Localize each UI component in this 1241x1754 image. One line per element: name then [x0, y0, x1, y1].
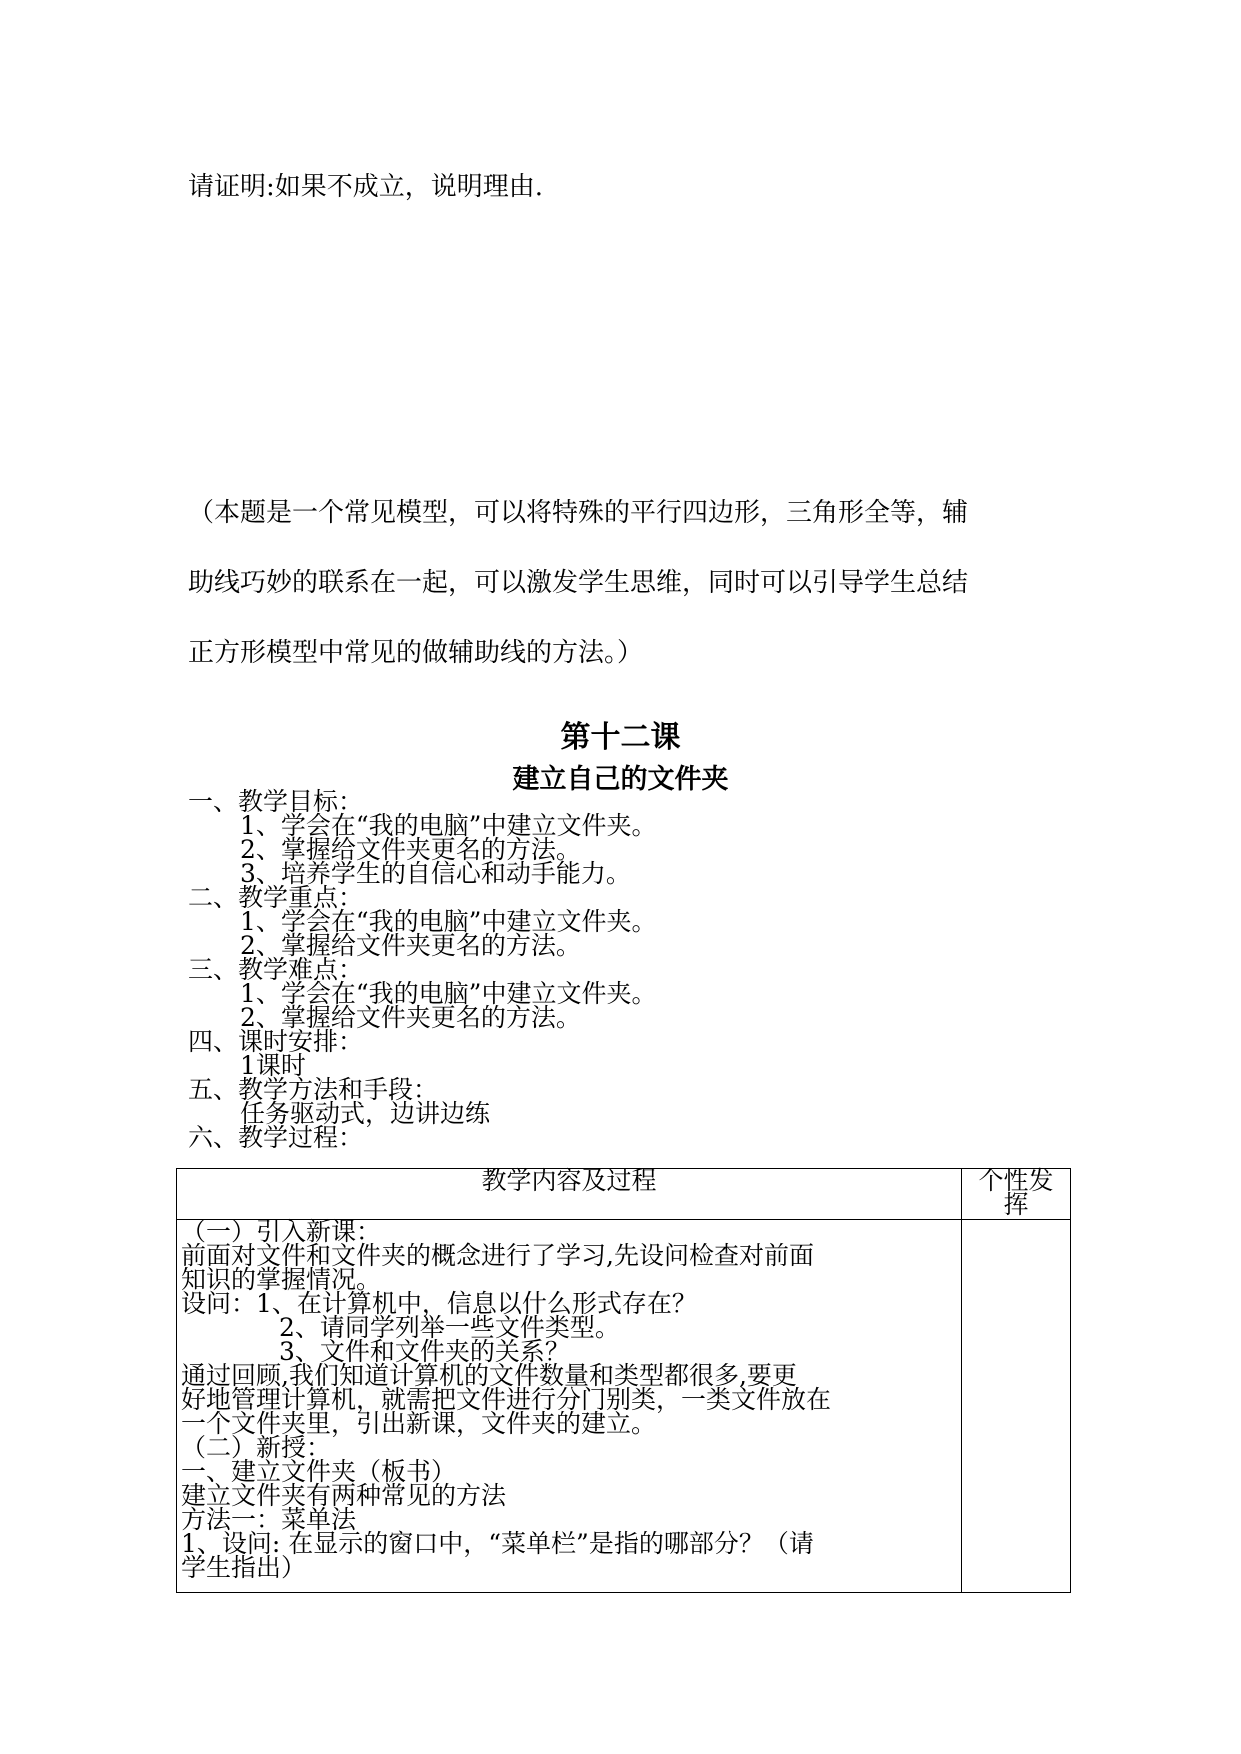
table-row-text: 设问：1、在计算机中，信息以什么形式存在？: [181, 1289, 697, 1318]
table-content-cell: [177, 1217, 962, 1593]
goal-item: 3、培养学生的自信心和动手能力。: [240, 859, 631, 888]
header-notes-line: 挥: [1003, 1190, 1029, 1219]
difficulty-item: 1、学会在“我的电脑”中建立文件夹。: [240, 979, 657, 1008]
note-line-2: 助线巧妙的联系在一起，可以激发学生思维，同时可以引导学生总结: [188, 568, 969, 598]
lesson-subtitle: 建立自己的文件夹: [512, 764, 729, 795]
table-row-text: 知识的掌握情况。: [181, 1265, 382, 1294]
difficulty-item: 2、掌握给文件夹更名的方法。: [240, 1003, 581, 1032]
table-row-text: 一、建立文件夹（板书）: [181, 1457, 457, 1486]
process-heading: 六、教学过程：: [188, 1123, 364, 1152]
table-row-text: 3、文件和文件夹的关系？: [279, 1337, 570, 1366]
table-row-text: （二）新授：: [181, 1433, 332, 1462]
focus-heading: 二、教学重点：: [188, 883, 364, 912]
intro-line: 请证明:如果不成立，说明理由.: [188, 172, 544, 202]
goal-item: 1、学会在“我的电脑”中建立文件夹。: [240, 811, 657, 840]
method-value: 任务驱动式，边讲边练: [240, 1099, 491, 1128]
table-row-text: 好地管理计算机，就需把文件进行分门别类，一类文件放在: [181, 1385, 832, 1414]
lesson-process-table: [176, 1168, 1071, 1593]
method-heading: 五、教学方法和手段：: [188, 1075, 439, 1104]
lesson-outline: [188, 787, 657, 1152]
table-row-text: 方法一：菜单法: [181, 1505, 357, 1534]
focus-item: 2、掌握给文件夹更名的方法。: [240, 931, 581, 960]
difficulty-heading: 三、教学难点：: [188, 955, 364, 984]
header-notes-line: 个性发: [978, 1166, 1054, 1195]
table-row-text: 1、设问: 在显示的窗口中，“菜单栏”是指的哪部分？（请: [181, 1529, 814, 1558]
focus-item: 1、学会在“我的电脑”中建立文件夹。: [240, 907, 657, 936]
goals-heading: 一、教学目标：: [188, 787, 364, 816]
table-header-notes: [962, 1166, 1071, 1220]
lesson-title: 第十二课: [560, 720, 681, 755]
schedule-value: 1课时: [240, 1051, 306, 1080]
table-row-text: 建立文件夹有两种常见的方法: [181, 1481, 507, 1510]
table-notes-cell: [962, 1220, 1071, 1593]
table-row-text: 通过回顾,我们知道计算机的文件数量和类型都很多,要更: [181, 1361, 797, 1390]
schedule-heading: 四、课时安排：: [188, 1027, 364, 1056]
table-row-text: （一）引入新课：: [181, 1217, 382, 1246]
goal-item: 2、掌握给文件夹更名的方法。: [240, 835, 581, 864]
table-row-text: 学生指出）: [181, 1553, 307, 1582]
table-row-text: 前面对文件和文件夹的概念进行了学习,先设问检查对前面: [181, 1241, 814, 1270]
table-row-text: 2、请同学列举一些文件类型。: [279, 1313, 620, 1342]
table-header-content: 教学内容及过程: [177, 1169, 962, 1220]
table-row-text: 一个文件夹里，引出新课，文件夹的建立。: [181, 1409, 657, 1438]
note-line-3: 正方形模型中常见的做辅助线的方法。）: [188, 638, 644, 668]
note-line-1: （本题是一个常见模型，可以将特殊的平行四边形，三角形全等，辅: [188, 498, 969, 528]
